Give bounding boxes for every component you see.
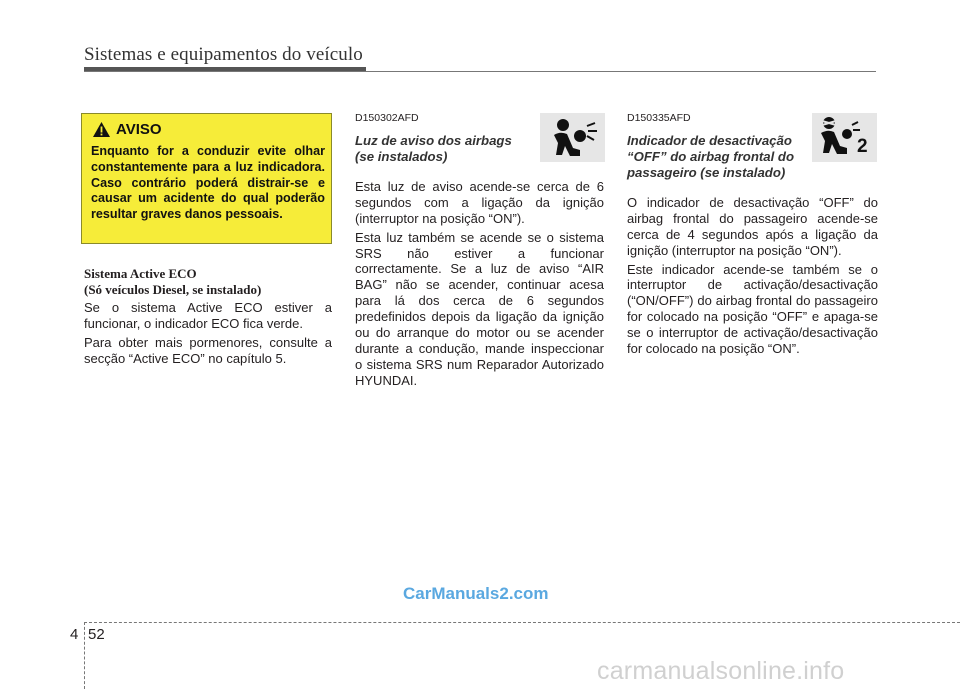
footer-dashed-rule <box>84 622 960 623</box>
column-active-eco <box>84 266 332 370</box>
warning-header <box>92 121 162 138</box>
section-heading-active-eco: Sistema Active ECO <box>84 266 197 281</box>
warning-title: AVISO <box>116 121 162 138</box>
section-heading-line: (se instalados) <box>355 148 448 164</box>
page-number: 52 <box>88 626 105 643</box>
header-rule <box>84 71 876 72</box>
section-code: D150335AFD <box>627 112 691 124</box>
watermark-carmanuals2: CarManuals2.com <box>403 584 549 603</box>
paragraph: Para obter mais pormenores, consulte a secção “Active ECO” no capítulo 5. <box>84 334 332 366</box>
section-heading-line: “OFF” do airbag frontal do <box>627 148 795 164</box>
paragraph: Esta luz de aviso acende-se cerca de 6 segundos com a ligação da ignição (interruptor na posição “ON”). <box>355 178 604 226</box>
section-heading-line: Luz de aviso dos airbags <box>355 132 512 148</box>
footer-dashed-divider <box>84 622 85 689</box>
warning-box <box>81 113 332 244</box>
chapter-number: 4 <box>70 626 79 643</box>
section-code: D150302AFD <box>355 112 419 124</box>
paragraph: Esta luz também se acende se o sistema SRS não estiver a funcionar correctamente. Se a luz de aviso “AIR BAG” não se acender, continuar acesa para lá dos cerca de 6 segundos predefinidos depois da ligação da ignição ou do arranque do motor ou se acender durante a condução, mande inspeccionar o sistema SRS num Reparador Autorizado HYUNDAI. <box>355 229 604 388</box>
icon-digit: 2 <box>857 136 868 157</box>
airbag-warning-icon <box>540 113 605 162</box>
warning-triangle-icon <box>92 121 111 138</box>
paragraph: Este indicador acende-se também se o interruptor de activação/desactivação (“ON/OFF”) do airbag frontal do passageiro for colocado na posição “OFF” e apaga-se se o interruptor de activação/desactivação for colocado na posição “ON”. <box>627 261 878 357</box>
warning-text: Enquanto for a conduzir evite olhar constantemente para a luz indicadora. Caso contrário poderá distrair-se e causar um acidente do qual poderão resultar graves danos pessoais. <box>91 144 325 222</box>
section-heading-line: Indicador de desactivação <box>627 132 792 148</box>
watermark-carmanualsonline: carmanualsonline.info <box>597 657 845 685</box>
paragraph: Se o sistema Active ECO estiver a funcionar, o indicador ECO fica verde. <box>84 300 332 331</box>
section-subheading-diesel: (Só veículos Diesel, se instalado) <box>84 282 262 297</box>
page-header-title: Sistemas e equipamentos do veículo <box>84 44 363 65</box>
section-heading-line: passageiro (se instalado) <box>627 164 786 180</box>
passenger-airbag-off-icon <box>812 113 877 162</box>
paragraph: O indicador de desactivação “OFF” do airbag frontal do passageiro acende-se cerca de 4 segundos após a ligação da ignição (interruptor na posição “ON”). <box>627 194 878 258</box>
